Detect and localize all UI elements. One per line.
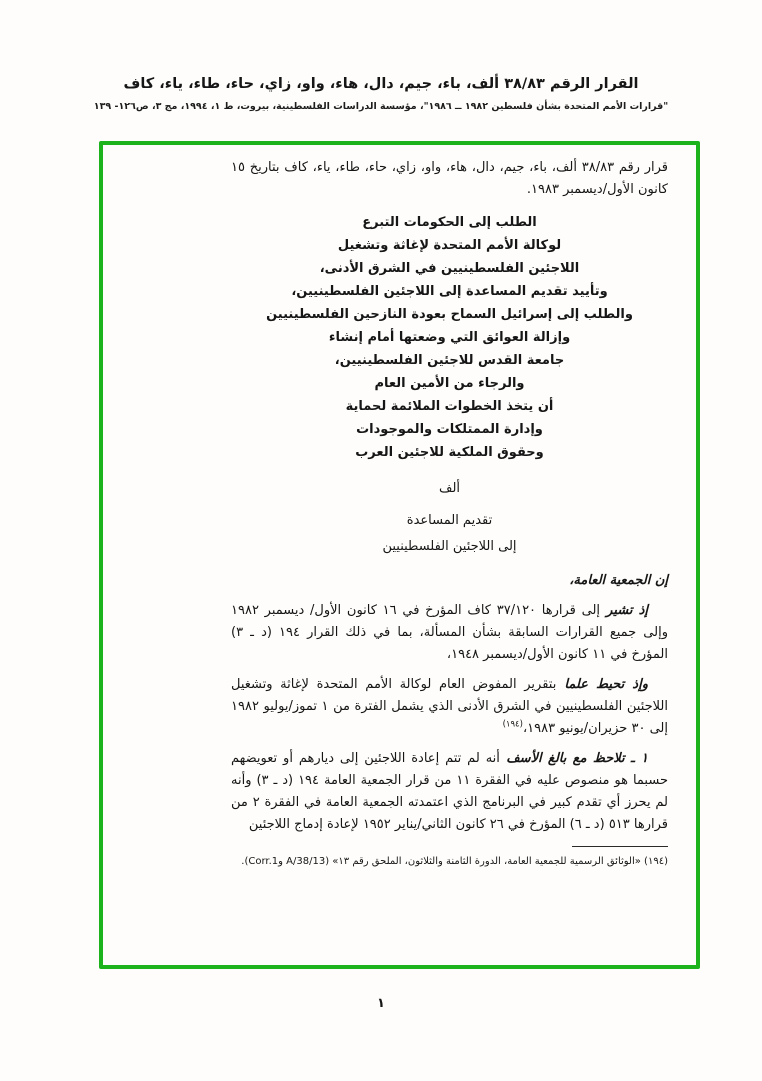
- resolution-preamble: [231, 211, 668, 464]
- assembly-line: إن الجمعية العامة،: [569, 573, 668, 588]
- preamble-line: والطلب إلى إسرائيل السماح بعودة النازحين الفلسطينيين: [266, 307, 633, 322]
- section-subtitle: إلى اللاجئين الفلسطينيين: [382, 539, 517, 554]
- paragraph-text: أنه لم تتم إعادة اللاجئين إلى ديارهم أو تعويضهم حسبما هو منصوص عليه في الفقرة ١١ من قرار الجمعية العامة ١٩٤ (د ـ ٣) وأنه لم يحرز أي تقدم كبير في البرنامج الذي اعتمدته الجمعية العامة في الفقرة ٢ من قرارها ٥١٣ (د ـ ٦) المؤرخ في ٢٦ كانون الثاني/يناير ١٩٥٢ لإعادة إدماج اللاجئين: [231, 751, 668, 832]
- paragraph-text: بتقرير المفوض العام لوكالة الأمم المتحدة لإغاثة وتشغيل اللاجئين الفلسطينيين في الشرق الأدنى الذي يشمل الفترة من ١ تموز/يوليو ١٩٨٢ إلى ٣٠ حزيران/يونيو ١٩٨٣،: [231, 677, 668, 736]
- paragraph-lead: وإذ تحيط علما: [556, 677, 648, 692]
- paragraph-operative-1: [231, 748, 668, 836]
- paragraph-takes-note: [231, 674, 668, 740]
- preamble-line: وإدارة الممتلكات والموجودات: [356, 422, 543, 437]
- footnote-ref: (١٩٤): [502, 719, 523, 730]
- page-number: ١: [377, 996, 385, 1011]
- preamble-line: اللاجئين الفلسطينيين في الشرق الأدنى،: [319, 261, 580, 276]
- document-header: [0, 76, 762, 112]
- preamble-line: الطلب إلى الحكومات التبرع: [362, 215, 537, 230]
- source-citation: "قرارات الأمم المتحدة بشأن فلسطين ١٩٨٢ ــ ١٩٨٦"، مؤسسة الدراسات الفلسطينية، بيروت، ط ١، ١٩٩٤، مج ٣، ص١٢٦- ١٣٩: [93, 101, 669, 112]
- resolution-intro: قرار رقم ٣٨/٨٣ ألف، باء، جيم، دال، هاء، واو، زاي، حاء، طاء، ياء، كاف بتاريخ ١٥ كانون الأول/ديسمبر ١٩٨٣.: [231, 160, 668, 197]
- preamble-line: والرجاء من الأمين العام: [374, 376, 525, 391]
- footnote-separator: [572, 846, 668, 847]
- paragraph-lead: ١ ـ تلاحظ مع بالغ الأسف: [499, 751, 648, 766]
- preamble-line: وتأييد تقديم المساعدة إلى اللاجئين الفلسطينيين،: [291, 284, 608, 299]
- document-title: القرار الرقم ٣٨/٨٣ ألف، باء، جيم، دال، هاء، واو، زاي، حاء، طاء، ياء، كاف: [123, 76, 639, 92]
- preamble-line: جامعة القدس للاجئين الفلسطينيين،: [334, 353, 565, 368]
- footnote-area: [231, 846, 668, 870]
- preamble-line: أن يتخذ الخطوات الملائمة لحماية: [345, 399, 554, 414]
- footnote-text: (١٩٤) «الوثائق الرسمية للجمعية العامة، الدورة الثامنة والثلاثون، الملحق رقم ١٣» (A/38/13 وCorr.1).: [241, 856, 668, 867]
- paragraph-recalls: [231, 600, 668, 666]
- preamble-line: لوكالة الأمم المتحدة لإغاثة وتشغيل: [337, 238, 562, 253]
- preamble-line: وحقوق الملكية للاجئين العرب: [355, 445, 544, 460]
- paragraph-lead: إذ تشير: [600, 603, 649, 618]
- section-letter: ألف: [438, 481, 461, 496]
- section-title: تقديم المساعدة: [406, 513, 493, 528]
- preamble-line: وإزالة العوائق التي وضعتها أمام إنشاء: [328, 330, 571, 345]
- highlight-box: [99, 141, 700, 969]
- paragraph-text: إلى قرارها ٣٧/١٢٠ كاف المؤرخ في ١٦ كانون الأول/ ديسمبر ١٩٨٢ وإلى جميع القرارات السابقة بشأن المسألة، بما في ذلك القرار ١٩٤ (د ـ ٣) المؤرخ في ١١ كانون الأول/ديسمبر ١٩٤٨،: [231, 603, 668, 662]
- resolution-body: [103, 145, 696, 870]
